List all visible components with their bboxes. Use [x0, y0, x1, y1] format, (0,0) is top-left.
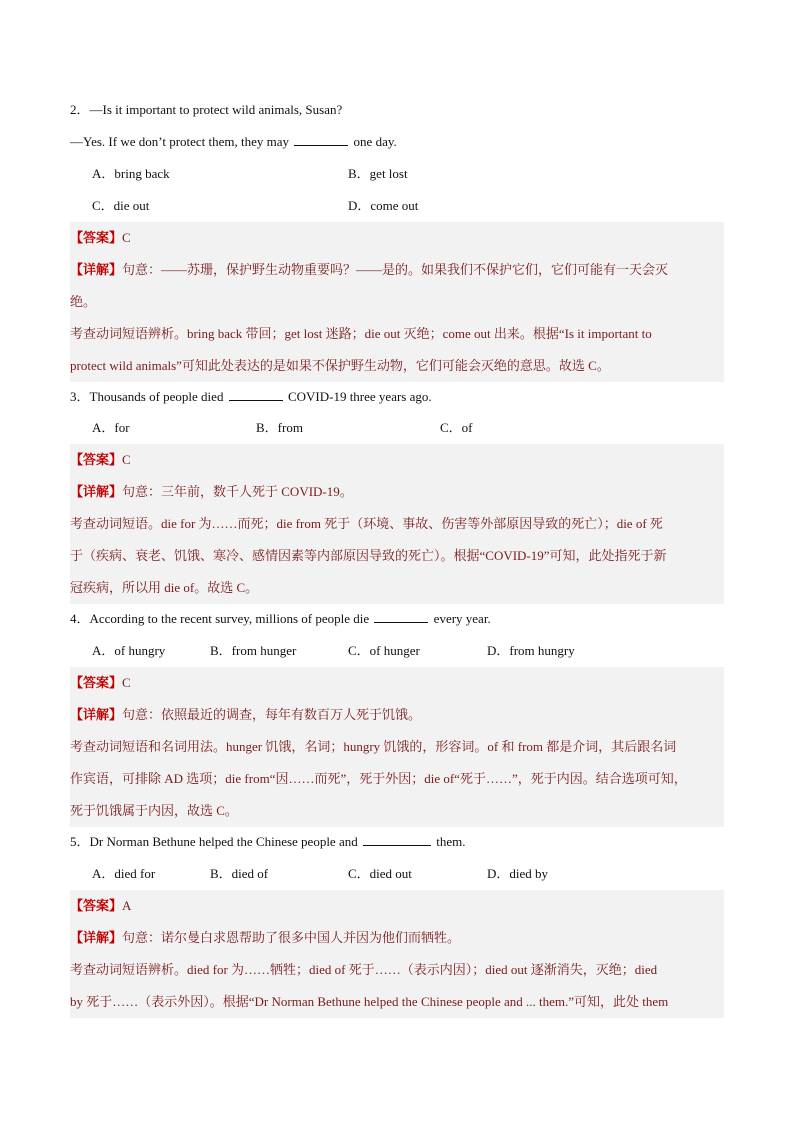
q4-answer-row: [70, 667, 724, 699]
q4-stem: [70, 603, 724, 635]
q2-stem: 2．—Is it important to protect wild animals, Susan?: [70, 102, 343, 117]
q3-detail-2: 考查动词短语。die for 为……而死；die from 死于（环境、事故、伤害等外部原因导致的死亡）；die of 死: [70, 516, 663, 531]
q4-answer: C: [122, 675, 131, 690]
answer-blank: [229, 388, 283, 401]
q2-detail-row: [70, 254, 724, 286]
q2-detail-4: protect wild animals”可知此处表达的是如果不保护野生动物，它们可能会灭绝的意思。故选 C。: [70, 358, 610, 373]
q2-stem-pre: —Yes. If we don’t protect them, they may: [70, 134, 290, 149]
detail-tag: 【详解】: [70, 262, 123, 277]
q4-option-b: B．from hunger: [210, 643, 297, 658]
q4-detail-2: 考查动词短语和名词用法。hunger 饥饿，名词；hungry 饥饿的，形容词。of 和 from 都是介词，其后跟名词: [70, 739, 677, 754]
answer-blank: [363, 833, 431, 846]
answer-tag: 【答案】: [70, 452, 123, 467]
q4-detail-4: 死于饥饿属于内因，故选 C。: [70, 803, 238, 818]
q3-detail-3: 于（疾病、衰老、饥饿、寒冷、感情因素等内部原因导致的死亡）。根据“COVID-19”可知，此处指死于新: [70, 548, 667, 563]
detail-tag: 【详解】: [70, 930, 123, 945]
q2-answer-row: [70, 222, 724, 254]
q3-answer-box: [70, 444, 724, 604]
q4-option-d: D．from hungry: [487, 643, 575, 658]
q2-option-b: B．get lost: [348, 166, 408, 181]
q3-option-b: B．from: [256, 420, 303, 435]
q2-option-a: A．bring back: [92, 166, 170, 181]
answer-blank: [294, 133, 348, 146]
q5-option-d: D．died by: [487, 866, 549, 881]
answer-tag: 【答案】: [70, 675, 123, 690]
q2-stem-line2: [70, 126, 724, 158]
q4-option-a: A．of hungry: [92, 643, 166, 658]
q3-detail-row: [70, 476, 724, 508]
q2-answer-box: [70, 222, 724, 382]
q5-answer-row: [70, 890, 724, 922]
q5-detail-2: 考查动词短语辨析。died for 为……牺牲；died of 死于……（表示内因）；died out 逐渐消失，灭绝；died: [70, 962, 658, 977]
q5-option-b: B．died of: [210, 866, 269, 881]
q4-stem-post: every year.: [433, 611, 491, 626]
q4-detail-1: 句意：依照最近的调查，每年有数百万人死于饥饿。: [122, 707, 422, 722]
q4-detail-row: [70, 699, 724, 731]
q3-stem-pre: 3．Thousands of people died: [70, 389, 224, 404]
q3-answer-row: [70, 444, 724, 476]
q4-stem-pre: 4．According to the recent survey, millions of people die: [70, 611, 370, 626]
q2-detail-1: 句意：——苏珊，保护野生动物重要吗？——是的。如果我们不保护它们，它们可能有一天会灭: [122, 262, 669, 277]
q3-option-c: C．of: [440, 420, 473, 435]
q5-detail-1: 句意：诺尔曼白求恩帮助了很多中国人并因为他们而牺牲。: [122, 930, 461, 945]
q5-stem-pre: 5．Dr Norman Bethune helped the Chinese people and: [70, 834, 358, 849]
answer-blank: [374, 610, 428, 623]
q4-detail-3: 作宾语，可排除 AD 选项；die from“因……而死”，死于外因；die of“死于……”，死于内因。结合选项可知，: [70, 771, 687, 786]
q3-option-a: A．for: [92, 420, 130, 435]
q2-option-d: D．come out: [348, 198, 419, 213]
answer-tag: 【答案】: [70, 230, 123, 245]
q5-option-c: C．died out: [348, 866, 412, 881]
q2-option-c: C．die out: [92, 198, 150, 213]
q5-answer: A: [122, 898, 132, 913]
q5-stem: [70, 826, 724, 858]
q2-detail-3: 考查动词短语辨析。bring back 带回；get lost 迷路；die out 灭绝；come out 出来。根据“Is it important to: [70, 326, 652, 341]
q5-answer-box: [70, 890, 724, 1018]
q3-answer: C: [122, 452, 131, 467]
q3-detail-1: 句意：三年前，数千人死于 COVID-19。: [122, 484, 353, 499]
q3-stem: [70, 381, 724, 413]
q2-stem-post: one day.: [353, 134, 397, 149]
detail-tag: 【详解】: [70, 707, 123, 722]
q5-option-a: A．died for: [92, 866, 156, 881]
q5-stem-post: them.: [436, 834, 466, 849]
q2-detail-2: 绝。: [70, 294, 97, 309]
q4-option-c: C．of hunger: [348, 643, 420, 658]
q3-stem-post: COVID-19 three years ago.: [287, 389, 432, 404]
q4-answer-box: [70, 667, 724, 827]
q5-detail-row: [70, 922, 724, 954]
q3-detail-4: 冠疾病，所以用 die of。故选 C。: [70, 580, 259, 595]
detail-tag: 【详解】: [70, 484, 123, 499]
q5-detail-3: by 死于……（表示外因）。根据“Dr Norman Bethune helped the Chinese people and ... them.”可知，此处 them: [70, 994, 669, 1009]
answer-tag: 【答案】: [70, 898, 123, 913]
q2-answer: C: [122, 230, 131, 245]
